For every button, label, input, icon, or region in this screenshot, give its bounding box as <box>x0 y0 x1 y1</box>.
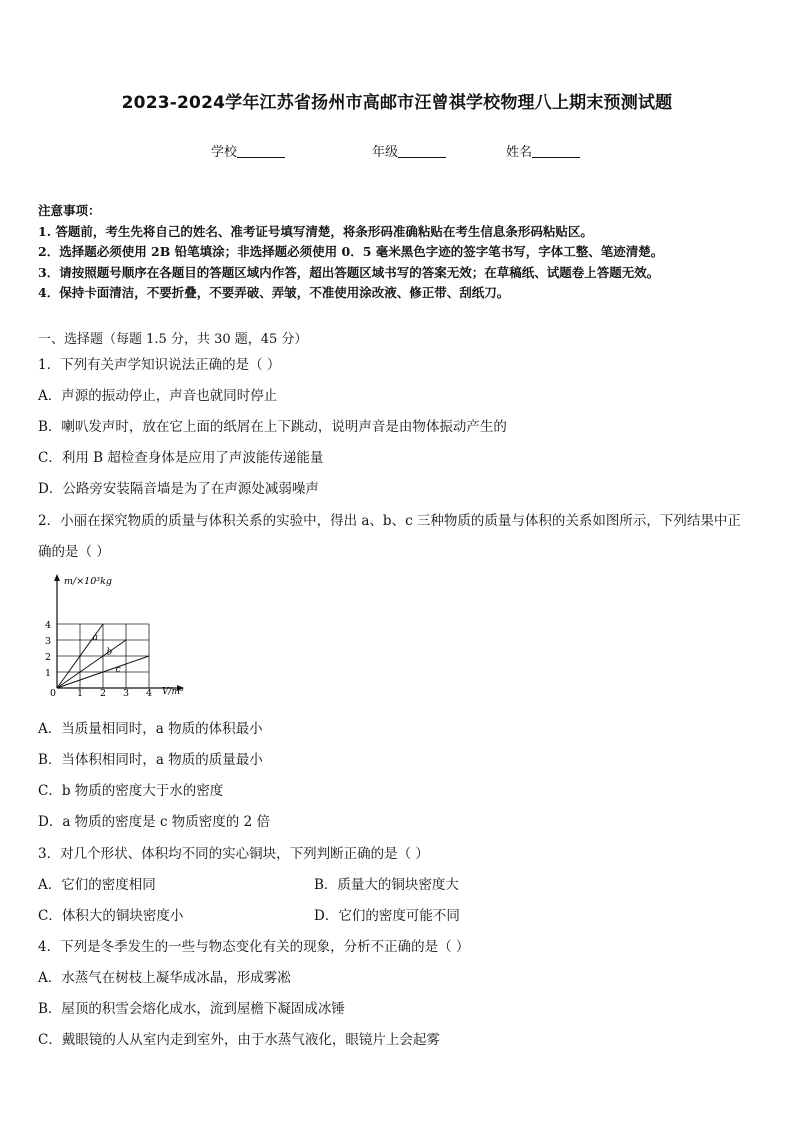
series-label-b: b <box>106 647 113 658</box>
notice-item: 2．选择题必须使用 2B 铅笔填涂；非选择题必须使用 0．5 毫米黑色字迹的签字笔书写，字体工整、笔迹清楚。 <box>38 244 664 259</box>
y-axis-label: m/×10³kg <box>64 576 112 587</box>
school-field <box>211 141 285 160</box>
series-label-a: a <box>92 633 99 643</box>
q2-stem-cont: 确的是（ ） <box>38 544 110 560</box>
notice-item: 3．请按照题号顺序在各题目的答题区域内作答，超出答题区域书写的答案无效；在草稿纸、试题卷上答题无效。 <box>38 264 660 280</box>
q2-option-c: C．b 物质的密度大于水的密度 <box>38 783 224 799</box>
q2-option-a: A．当质量相同时，a 物质的体积最小 <box>38 721 263 737</box>
notice-item: 1. 答题前，考生先将自己的姓名、准考证号填写清楚，将条形码准确粘贴在考生信息条形码粘贴区。 <box>38 223 593 239</box>
q4-stem: 4．下列是冬季发生的一些与物态变化有关的现象，分析不正确的是（ ） <box>38 939 470 955</box>
mass-volume-chart <box>40 570 200 700</box>
q4-option-a: A．水蒸气在树枝上凝华成冰晶，形成雾凇 <box>38 970 291 986</box>
q3-stem: 3．对几个形状、体积均不同的实心铜块，下列判断正确的是（ ） <box>38 846 429 862</box>
series-line-b <box>57 640 126 688</box>
x-tick-label: 4 <box>146 688 153 699</box>
q3-option-d: D．它们的密度可能不同 <box>314 908 460 924</box>
name-field <box>506 141 580 160</box>
q1-option-c: C．利用 B 超检查身体是应用了声波能传递能量 <box>38 450 324 466</box>
section-heading: 一、选择题（每题 1.5 分，共 30 题，45 分） <box>38 332 308 347</box>
y-axis-arrow <box>54 574 60 581</box>
notice-heading: 注意事项： <box>38 203 101 218</box>
school-blank <box>237 145 285 158</box>
grade-field <box>372 141 446 160</box>
x-tick-label: 1 <box>77 688 84 699</box>
page-title: 2023-2024学年江苏省扬州市高邮市汪曾祺学校物理八上期末预测试题 <box>121 93 673 113</box>
x-tick-label: 3 <box>123 688 130 699</box>
x-axis-label: V/m³ <box>162 687 184 697</box>
y-tick-label: 1 <box>44 668 51 679</box>
y-tick-label: 3 <box>44 636 51 647</box>
q3-option-a: A．它们的密度相同 <box>38 877 156 893</box>
q2-stem: 2．小丽在探究物质的质量与体积关系的实验中，得出 a、b、c 三种物质的质量与体积的关系如图所示，下列结果中正 <box>38 513 741 529</box>
q2-option-d: D．a 物质的密度是 c 物质密度的 2 倍 <box>38 814 270 830</box>
q3-option-b: B．质量大的铜块密度大 <box>314 877 459 893</box>
q1-option-b: B．喇叭发声时，放在它上面的纸屑在上下跳动，说明声音是由物体振动产生的 <box>38 419 507 435</box>
name-blank <box>532 145 580 158</box>
grade-label: 年级 <box>372 145 399 160</box>
q1-stem: 1．下列有关声学知识说法正确的是（ ） <box>38 357 281 373</box>
series-label-c: c <box>115 665 121 675</box>
x-tick-label: 0 <box>49 688 56 699</box>
notice-item: 4．保持卡面清洁，不要折叠，不要弄破、弄皱，不准使用涂改液、修正带、刮纸刀。 <box>38 285 510 300</box>
y-tick-label: 4 <box>44 620 51 631</box>
q2-option-b: B．当体积相同时，a 物质的质量最小 <box>38 752 263 768</box>
q4-option-c: C．戴眼镜的人从室内走到室外，由于水蒸气液化，眼镜片上会起雾 <box>38 1032 440 1048</box>
name-label: 姓名 <box>506 145 533 160</box>
q1-option-a: A．声源的振动停止，声音也就同时停止 <box>38 388 278 404</box>
q3-option-c: C．体积大的铜块密度小 <box>38 908 184 924</box>
school-label: 学校 <box>211 145 238 160</box>
x-tick-label: 2 <box>100 688 107 699</box>
q4-option-b: B．屋顶的积雪会熔化成水，流到屋檐下凝固成冰锤 <box>38 1001 345 1017</box>
notice-block <box>38 201 768 304</box>
grade-blank <box>398 145 446 158</box>
y-tick-label: 2 <box>44 652 51 663</box>
q1-option-d: D．公路旁安装隔音墙是为了在声源处减弱噪声 <box>38 481 319 497</box>
